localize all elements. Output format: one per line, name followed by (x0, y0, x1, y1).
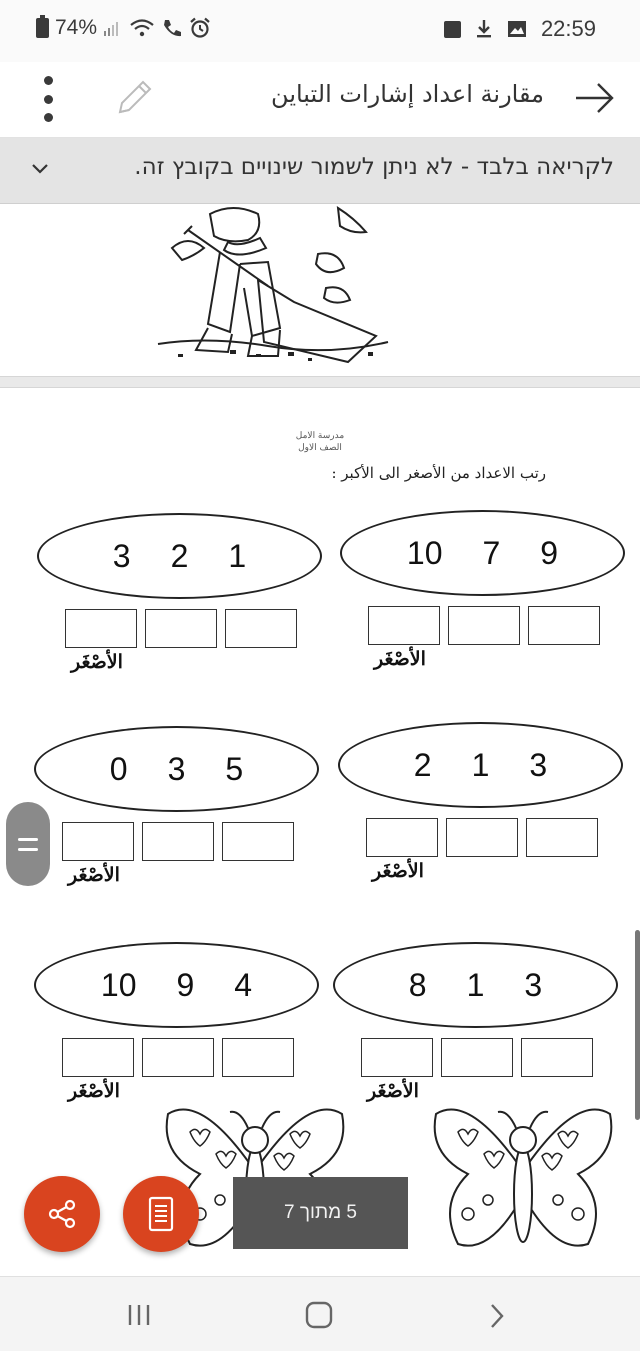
numbers-oval (34, 726, 319, 812)
number: 10 (406, 534, 443, 571)
exercise-card (37, 513, 322, 683)
number: 7 (482, 534, 501, 571)
pencil-icon[interactable] (112, 76, 156, 120)
number: 3 (524, 966, 543, 1003)
numbers-oval (34, 942, 319, 1028)
smallest-label: الأصْغَر (68, 1080, 120, 1102)
page-counter: 5 מתוך 7 (233, 1177, 408, 1249)
battery-icon (36, 18, 49, 38)
number: 10 (100, 966, 137, 1003)
number: 0 (109, 750, 128, 787)
answer-box (528, 606, 600, 645)
answer-box (441, 1038, 513, 1077)
answer-boxes (65, 609, 297, 648)
class-name: الصف الاول (298, 443, 342, 453)
signal-icon (103, 19, 123, 37)
answer-box (65, 609, 137, 648)
dot (44, 76, 53, 85)
smallest-label: الأصْغَر (68, 864, 120, 886)
exercise-card (333, 942, 618, 1112)
status-left (36, 16, 211, 40)
number: 8 (408, 966, 427, 1003)
share-icon (45, 1197, 79, 1231)
exercise-card (338, 722, 623, 892)
answer-box (142, 1038, 214, 1077)
numbers-oval (333, 942, 618, 1028)
status-right (444, 16, 596, 42)
number: 2 (170, 537, 189, 574)
answer-box (222, 1038, 294, 1077)
number: 9 (176, 966, 195, 1003)
status-bar (0, 0, 640, 62)
number: 3 (112, 537, 131, 574)
answer-box (448, 606, 520, 645)
document-icon (148, 1196, 174, 1232)
navigation-bar (0, 1276, 640, 1351)
number: 1 (466, 966, 485, 1003)
exercise-card (34, 942, 319, 1112)
number: 1 (228, 537, 247, 574)
reading-mode-button[interactable] (123, 1176, 199, 1252)
answer-box (222, 822, 294, 861)
answer-boxes (368, 606, 600, 645)
dot (44, 95, 53, 104)
smallest-label: الأصْغَر (71, 651, 123, 673)
battery-level: 74% (55, 16, 98, 39)
answer-box (145, 609, 217, 648)
download-icon (475, 19, 493, 39)
numbers-oval (340, 510, 625, 596)
number: 1 (471, 746, 490, 783)
worksheet-page (0, 388, 640, 1276)
answer-boxes (62, 822, 294, 861)
number: 4 (234, 966, 253, 1003)
numbers-oval (37, 513, 322, 599)
smallest-label: الأصْغَر (374, 648, 426, 670)
number: 3 (167, 750, 186, 787)
previous-page (0, 204, 640, 376)
recent-apps-icon[interactable] (126, 1303, 152, 1327)
side-panel-handle[interactable] (6, 802, 50, 886)
answer-box (526, 818, 598, 857)
number: 5 (225, 750, 244, 787)
answer-box (62, 1038, 134, 1077)
answer-box (361, 1038, 433, 1077)
answer-boxes (361, 1038, 593, 1077)
image-icon (507, 20, 527, 38)
smallest-label: الأصْغَر (367, 1080, 419, 1102)
answer-box (142, 822, 214, 861)
handle-line (18, 848, 38, 851)
exercise-card (34, 726, 319, 896)
clock: 22:59 (540, 16, 596, 41)
answer-boxes (366, 818, 598, 857)
share-button[interactable] (24, 1176, 100, 1252)
smallest-label: الأصْغَر (372, 860, 424, 882)
answer-box (366, 818, 438, 857)
scrollbar[interactable] (635, 930, 640, 1120)
handle-line (18, 838, 38, 841)
answer-box (62, 822, 134, 861)
answer-box (521, 1038, 593, 1077)
checkbox-notification-icon (444, 21, 461, 38)
wifi-call-icon (161, 17, 183, 39)
document-viewer[interactable] (0, 204, 640, 1276)
answer-box (368, 606, 440, 645)
document-title: مقارنة اعداد إشارات التباين (271, 80, 544, 108)
numbers-oval (338, 722, 623, 808)
arrow-right-icon[interactable] (572, 78, 616, 118)
page-separator (0, 376, 640, 388)
app-bar (0, 62, 640, 138)
home-icon[interactable] (304, 1301, 334, 1329)
answer-boxes (62, 1038, 294, 1077)
butterfly-illustration (428, 1104, 618, 1264)
banner-text: לקריאה בלבד - לא ניתן לשמור שינויים בקובץ זה. (134, 154, 614, 180)
answer-box (225, 609, 297, 648)
back-chevron-icon[interactable] (488, 1303, 506, 1329)
number: 3 (529, 746, 548, 783)
number: 9 (540, 534, 559, 571)
chevron-down-icon[interactable] (30, 162, 50, 176)
school-name: مدرسة الامل (295, 431, 345, 441)
answer-box (446, 818, 518, 857)
wifi-icon (129, 18, 155, 38)
dot (44, 113, 53, 122)
exercise-card (340, 510, 625, 680)
worksheet-instruction: رتب الاعداد من الأصغر الى الأكبر : (331, 464, 546, 482)
boy-sweeping-leaves-illustration (148, 204, 398, 370)
alarm-icon (189, 17, 211, 39)
read-only-banner (0, 138, 640, 204)
more-options-button[interactable] (36, 76, 60, 122)
number: 2 (413, 746, 432, 783)
school-header (270, 430, 370, 454)
